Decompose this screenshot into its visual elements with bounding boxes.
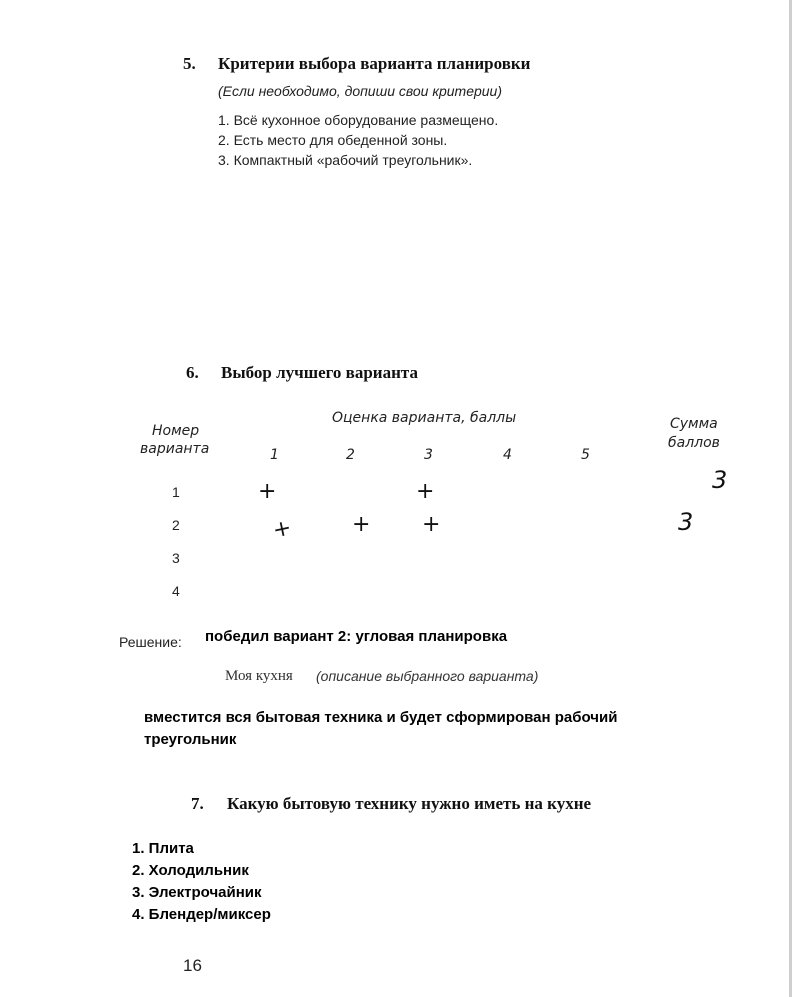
col-sum-header-line2: баллов — [668, 435, 720, 451]
score-col-2: 2 — [346, 447, 355, 463]
col-variant-header-line2: варианта — [140, 441, 210, 457]
score-col-1: 1 — [270, 447, 279, 463]
sum-row1: 3 — [712, 466, 728, 494]
section5-note: (Если необходимо, допиши свои критерии) — [218, 83, 502, 99]
row-variant-1: 1 — [172, 484, 180, 500]
section6-number: 6. — [186, 363, 199, 382]
score-col-3: 3 — [424, 447, 433, 463]
mark-row2-col2: + — [352, 512, 371, 537]
section5-number: 5. — [183, 54, 196, 73]
mark-row1-col3: + — [416, 479, 435, 504]
row-variant-3: 3 — [172, 550, 180, 566]
score-col-4: 4 — [503, 447, 512, 463]
score-col-5: 5 — [581, 447, 590, 463]
section7-number: 7. — [191, 794, 204, 813]
appliance-item-2: 2. Холодильник — [132, 862, 249, 879]
criteria-item-3: 3. Компактный «рабочий треугольник». — [218, 152, 473, 168]
row-variant-4: 4 — [172, 583, 180, 599]
mark-row2-col3: + — [422, 512, 441, 537]
description-line-1: вместится вся бытовая техника и будет сформирован рабочий — [144, 709, 618, 726]
section6-title: Выбор лучшего варианта — [221, 363, 418, 382]
page-number: 16 — [183, 956, 202, 975]
sum-row2: 3 — [678, 508, 694, 536]
criteria-item-2: 2. Есть место для обеденной зоны. — [218, 132, 448, 148]
col-variant-header-line1: Номер — [152, 423, 200, 439]
appliance-item-4: 4. Блендер/миксер — [132, 906, 271, 923]
section7-title: Какую бытовую технику нужно иметь на кухне — [227, 794, 592, 813]
col-score-header: Оценка варианта, баллы — [332, 410, 517, 426]
col-sum-header-line1: Сумма — [670, 416, 718, 432]
description-line-2: треугольник — [144, 731, 237, 748]
my-kitchen-label: Моя кухня — [225, 668, 293, 684]
mark-row2-col1: + — [270, 515, 294, 544]
appliance-item-1: 1. Плита — [132, 840, 194, 857]
section5-title: Критерии выбора варианта планировки — [218, 54, 531, 73]
decision-label: Решение: — [119, 634, 182, 650]
decision-text: победил вариант 2: угловая планировка — [205, 628, 508, 645]
appliance-item-3: 3. Электрочайник — [132, 884, 262, 901]
my-kitchen-note: (описание выбранного варианта) — [316, 668, 539, 684]
mark-row1-col1: + — [258, 479, 277, 504]
row-variant-2: 2 — [172, 517, 180, 533]
criteria-item-1: 1. Всё кухонное оборудование размещено. — [218, 112, 499, 128]
